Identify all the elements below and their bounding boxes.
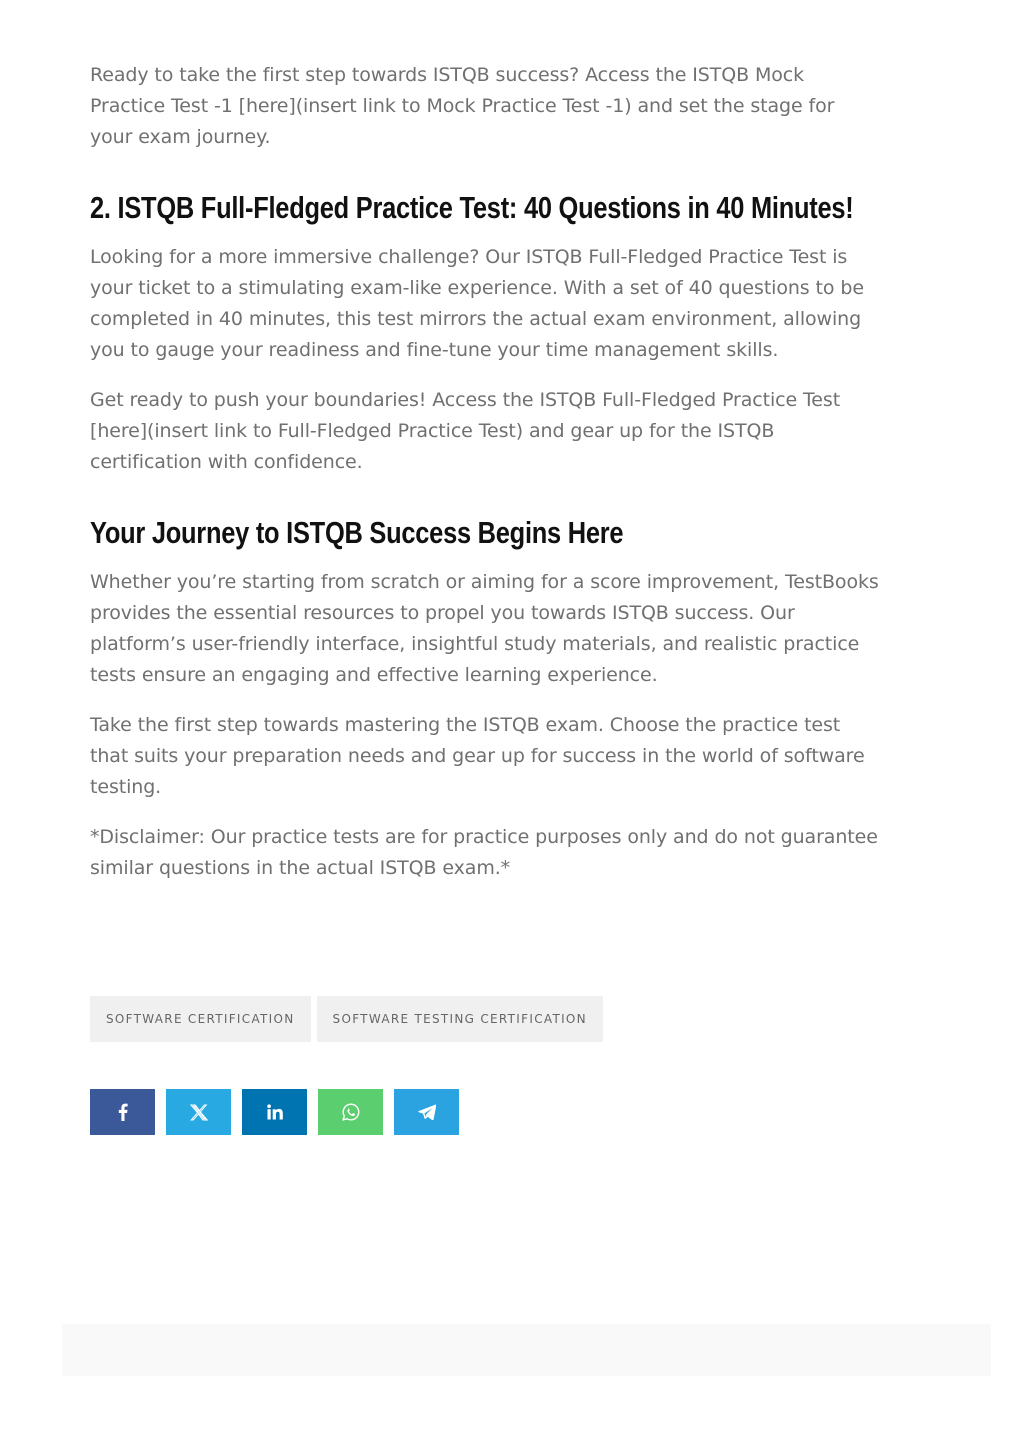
footer-strip	[62, 1324, 991, 1376]
section-heading-journey: Your Journey to ISTQB Success Begins Here	[90, 515, 624, 550]
section3-paragraph-1: Whether you’re starting from scratch or aiming for a score improvement, TestBooks provides the essential resources to propel you towards ISTQB success. Our platform’s user-friendly interface, insightful study materials, and realistic practice tests ensure an engaging and effective learning experience.	[90, 571, 879, 686]
linkedin-icon	[267, 1104, 283, 1120]
tag-software-testing-certification[interactable]: SOFTWARE TESTING CERTIFICATION	[317, 996, 603, 1042]
section2-paragraph-2: Get ready to push your boundaries! Access the ISTQB Full-Fledged Practice Test [here](insert link to Full-Fledged Practice Test) and gear up for the ISTQB certification with confidence.	[90, 389, 841, 473]
whatsapp-icon	[342, 1103, 360, 1121]
tag-software-certification[interactable]: SOFTWARE CERTIFICATION	[90, 996, 311, 1042]
facebook-icon	[118, 1103, 128, 1121]
tag-list	[90, 996, 603, 1042]
x-icon	[190, 1104, 208, 1121]
share-linkedin-button[interactable]	[242, 1089, 307, 1135]
share-x-button[interactable]	[166, 1089, 231, 1135]
share-facebook-button[interactable]	[90, 1089, 155, 1135]
share-telegram-button[interactable]	[394, 1089, 459, 1135]
share-bar	[90, 1089, 459, 1135]
section3-paragraph-2: Take the first step towards mastering the ISTQB exam. Choose the practice test that suits your preparation needs and gear up for success in the world of software testing.	[90, 714, 865, 798]
section-heading-full-fledged-test: 2. ISTQB Full-Fledged Practice Test: 40 Questions in 40 Minutes!	[90, 190, 854, 225]
telegram-icon	[418, 1104, 436, 1120]
article-body	[90, 60, 880, 903]
section2-paragraph-1: Looking for a more immersive challenge? Our ISTQB Full-Fledged Practice Test is your ticket to a stimulating exam-like experience. With a set of 40 questions to be completed in 40 minutes, this test mirrors the actual exam environment, allowing you to gauge your readiness and fine-tune your time management skills.	[90, 246, 864, 361]
disclaimer-paragraph: *Disclaimer: Our practice tests are for practice purposes only and do not guarantee similar questions in the actual ISTQB exam.*	[90, 826, 878, 879]
share-whatsapp-button[interactable]	[318, 1089, 383, 1135]
intro-paragraph: Ready to take the first step towards ISTQB success? Access the ISTQB Mock Practice Test -1 [here](insert link to Mock Practice Test -1) and set the stage for your exam journey.	[90, 64, 835, 148]
